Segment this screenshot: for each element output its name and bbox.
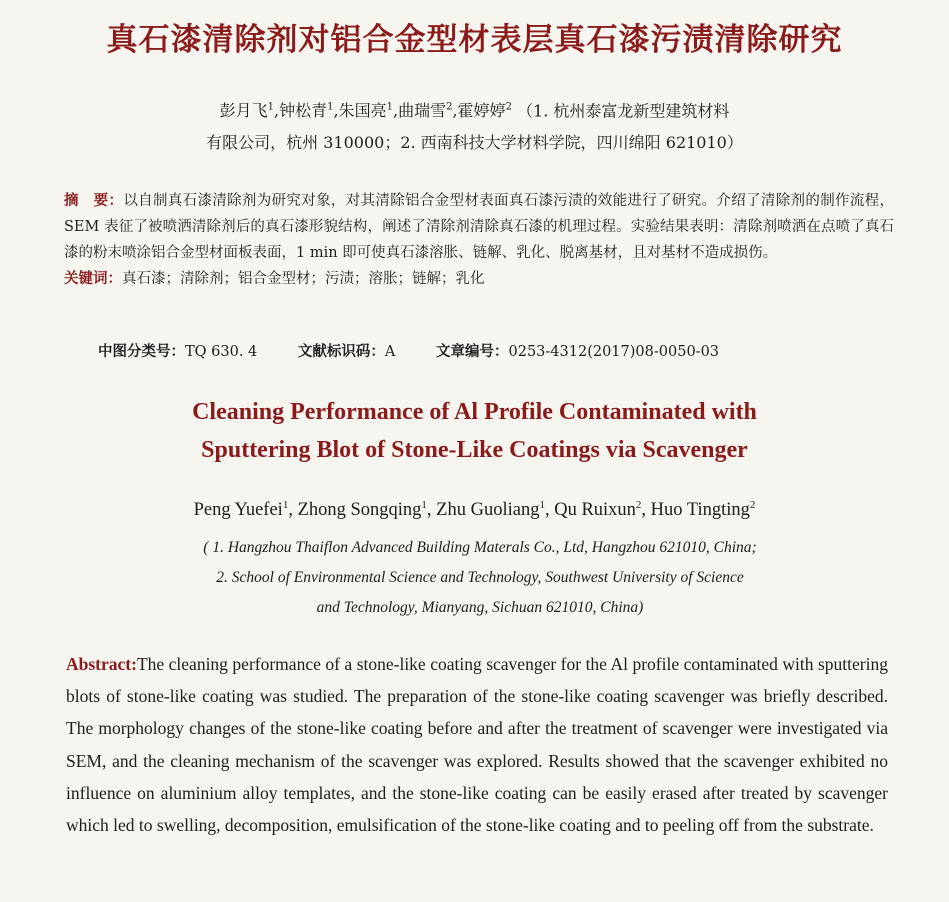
author-separator: , xyxy=(274,101,280,121)
english-author-list xyxy=(0,499,949,521)
author-name: 曲瑞雪 xyxy=(398,101,447,121)
english-affiliation-line3: and Technology, Mianyang, Sichuan 621010, China) xyxy=(316,599,644,616)
author-affiliation-mark: 1 xyxy=(386,102,393,113)
chinese-affiliation-line2: 有限公司，杭州 310000；2. 西南科技大学材料学院，四川绵阳 621010） xyxy=(206,133,743,153)
english-title-line1: Cleaning Performance of Al Profile Contaminated with xyxy=(192,399,757,425)
classification-clc: 中图分类号：TQ 630. 4 xyxy=(98,344,258,360)
chinese-author-list xyxy=(220,101,512,120)
author-name: Huo Tingting xyxy=(650,500,750,521)
author xyxy=(298,500,437,520)
author-affiliation-mark: 2 xyxy=(505,102,512,113)
author xyxy=(339,101,398,120)
author xyxy=(554,500,650,520)
author-affiliation-mark: 2 xyxy=(749,499,756,511)
author-separator: , xyxy=(641,500,651,521)
chinese-keywords-text: 真石漆；清除剂；铝合金型材；污渍；溶胀；链解；乳化 xyxy=(122,271,485,287)
classification-article-number: 文章编号：0253-4312(2017)08-0050-03 xyxy=(436,344,720,360)
author xyxy=(220,101,279,120)
english-abstract-label: Abstract: xyxy=(66,654,137,674)
author-name: 彭月飞 xyxy=(219,101,268,121)
author xyxy=(458,101,512,120)
author-affiliation-mark: 1 xyxy=(327,102,334,113)
chinese-abstract-paragraph xyxy=(64,188,894,266)
english-affiliation-line1: ( 1. Hangzhou Thaiflon Advanced Building Materals Co., Ltd, Hangzhou 621010, China; xyxy=(203,539,757,556)
english-abstract-text: The cleaning performance of a stone-like coating scavenger for the Al profile contaminated with sputtering blots of stone-like coating was studied. The preparation of the stone-like coating scavenger was briefly described. The morphology changes of the stone-like coating before and after the treatment of scavenger were investigated via SEM, and the cleaning mechanism of the scavenger was explored. Results showed that the scavenger exhibited no influence on aluminium alloy templates, and the stone-like coating can be easily erased after treated by scavenger which led to swelling, decomposition, emulsification of the stone-like coating and to peeling off from the substrate. xyxy=(66,654,888,836)
author-affiliation-mark: 1 xyxy=(421,499,427,511)
author-separator: , xyxy=(426,500,437,521)
chinese-authors-block xyxy=(0,92,949,159)
chinese-keywords-label: 关键词： xyxy=(64,271,122,287)
author-affiliation-mark: 1 xyxy=(539,499,545,511)
english-affiliations xyxy=(100,533,860,623)
author-name: Zhu Guoliang xyxy=(436,500,540,521)
author xyxy=(279,101,338,120)
author-separator: , xyxy=(288,500,298,521)
chinese-abstract-text: 以自制真石漆清除剂为研究对象，对其清除铝合金型材表面真石漆污渍的效能进行了研究。介绍了清除剂的制作流程，SEM 表征了被喷洒清除剂后的真石漆形貌结构，阐述了清除剂清除真石漆的机理过程。实验结果表明：清除剂喷洒在点喷了真石漆的粉末喷涂铝合金型材面板表面，1 min 即可使真石漆溶胀、链解、乳化、脱离基材，且对基材不造成损伤。 xyxy=(64,193,894,261)
chinese-abstract xyxy=(64,188,894,292)
english-affiliation-line2: 2. School of Environmental Science and Technology, Southwest University of Science xyxy=(216,569,744,586)
english-abstract xyxy=(66,648,888,841)
author xyxy=(651,500,756,520)
author xyxy=(436,500,554,520)
author-affiliation-mark: 1 xyxy=(282,499,289,511)
author-name: 朱国亮 xyxy=(338,101,387,121)
author-separator: , xyxy=(544,500,555,521)
author-separator: , xyxy=(333,101,339,121)
author-name: Qu Ruixun xyxy=(554,500,636,521)
author-separator: , xyxy=(392,101,399,121)
chinese-abstract-label: 摘 要： xyxy=(64,193,124,209)
chinese-title: 真石漆清除剂对铝合金型材表层真石漆污渍清除研究 xyxy=(106,22,843,58)
author xyxy=(398,101,457,120)
chinese-affiliation-line1: （1. 杭州泰富龙新型建筑材料 xyxy=(517,101,730,121)
author-name: Peng Yuefei xyxy=(193,500,283,521)
author-name: 霍婷婷 xyxy=(457,101,506,121)
author-name: 钟松青 xyxy=(279,101,328,121)
chinese-keywords xyxy=(64,266,894,292)
author-separator: , xyxy=(452,101,458,121)
classification-row xyxy=(98,340,898,361)
author-affiliation-mark: 1 xyxy=(267,102,274,113)
chinese-authors-line1 xyxy=(0,92,949,127)
classification-doc-code: 文献标识码：A xyxy=(297,344,396,360)
english-title xyxy=(0,393,949,469)
author-affiliation-mark: 2 xyxy=(635,499,642,511)
author xyxy=(194,500,298,520)
author-name: Zhong Songqing xyxy=(297,500,422,521)
english-title-line2: Sputtering Blot of Stone-Like Coatings via Scavenger xyxy=(201,437,748,463)
author-affiliation-mark: 2 xyxy=(446,102,453,113)
